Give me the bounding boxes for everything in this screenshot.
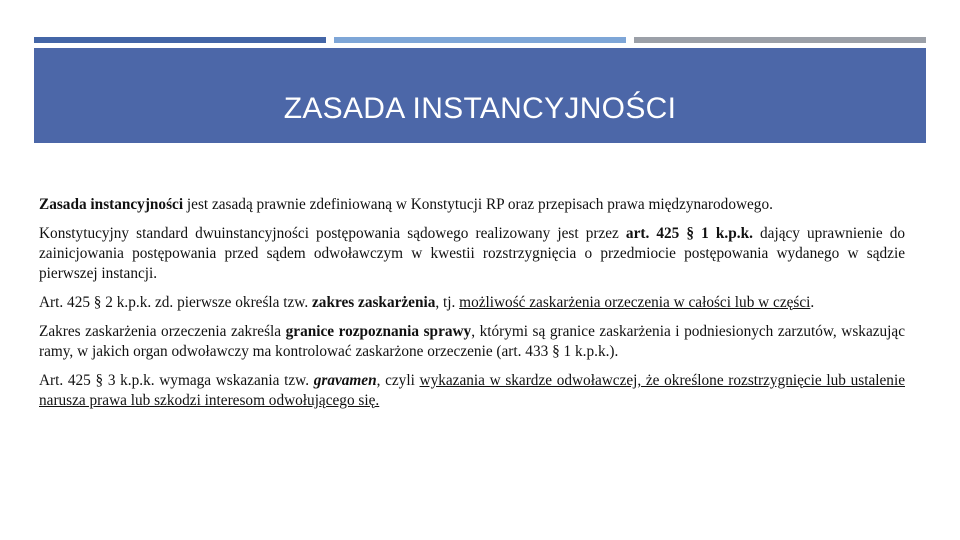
paragraph-text: Konstytucyjny standard dwuinstancyjności postępowania sądowego realizowany jest przez xyxy=(39,225,626,242)
paragraph-text: jest zasadą prawnie zdefiniowaną w Konstytucji RP oraz przepisach prawa międzynarodowego. xyxy=(183,196,773,213)
bold-term: art. 425 § 1 k.p.k. xyxy=(625,225,753,242)
bold-term: Zasada instancyjności xyxy=(39,196,184,213)
underlined-text: możliwość zaskarżenia orzeczenia w całości lub w części xyxy=(459,294,811,311)
bold-term: zakres zaskarżenia xyxy=(312,294,436,311)
accent-bar-dark-blue xyxy=(34,37,326,43)
paragraph-4 xyxy=(39,322,905,362)
accent-bar-gray xyxy=(634,37,926,43)
paragraph-text: Zakres zaskarżenia orzeczenia zakreśla xyxy=(39,323,286,340)
accent-bar-light-blue xyxy=(334,37,626,43)
paragraph-5 xyxy=(39,371,905,411)
paragraph-text: , czyli xyxy=(376,372,420,389)
paragraph-2 xyxy=(39,224,905,284)
paragraph-text: dający uprawnienie do zainicjowania postępowania przed sądem odwoławczym w kwestii rozstrzygnięcia o przedmiocie postępowania wydanego w sądzie pierwszej instancji. xyxy=(39,225,906,282)
paragraph-3 xyxy=(39,293,905,313)
bold-italic-term: gravamen xyxy=(313,372,377,389)
bold-term: granice rozpoznania sprawy xyxy=(285,323,472,340)
underlined-text: wykazania w skardze odwoławczej, że określone rozstrzygnięcie lub ustalenie narusza prawa lub szkodzi interesom odwołującego się. xyxy=(39,372,905,409)
paragraph-text: Art. 425 § 3 k.p.k. wymaga wskazania tzw. xyxy=(39,372,314,389)
slide-body xyxy=(39,195,905,420)
top-accent-bars xyxy=(34,37,926,43)
paragraph-text: , tj. xyxy=(435,294,460,311)
title-band xyxy=(34,48,926,143)
paragraph-text: , którymi są granice zaskarżenia i podniesionych zarzutów, wskazując ramy, w jakich organ odwoławczy ma kontrolować zaskarżone orzeczenie (art. 433 § 1 k.p.k.). xyxy=(39,323,905,360)
paragraph-1 xyxy=(39,195,905,215)
slide-title: ZASADA INSTANCYJNOŚCI xyxy=(283,91,677,125)
paragraph-text: . xyxy=(810,294,815,311)
paragraph-text: Art. 425 § 2 k.p.k. zd. pierwsze określa tzw. xyxy=(39,294,313,311)
